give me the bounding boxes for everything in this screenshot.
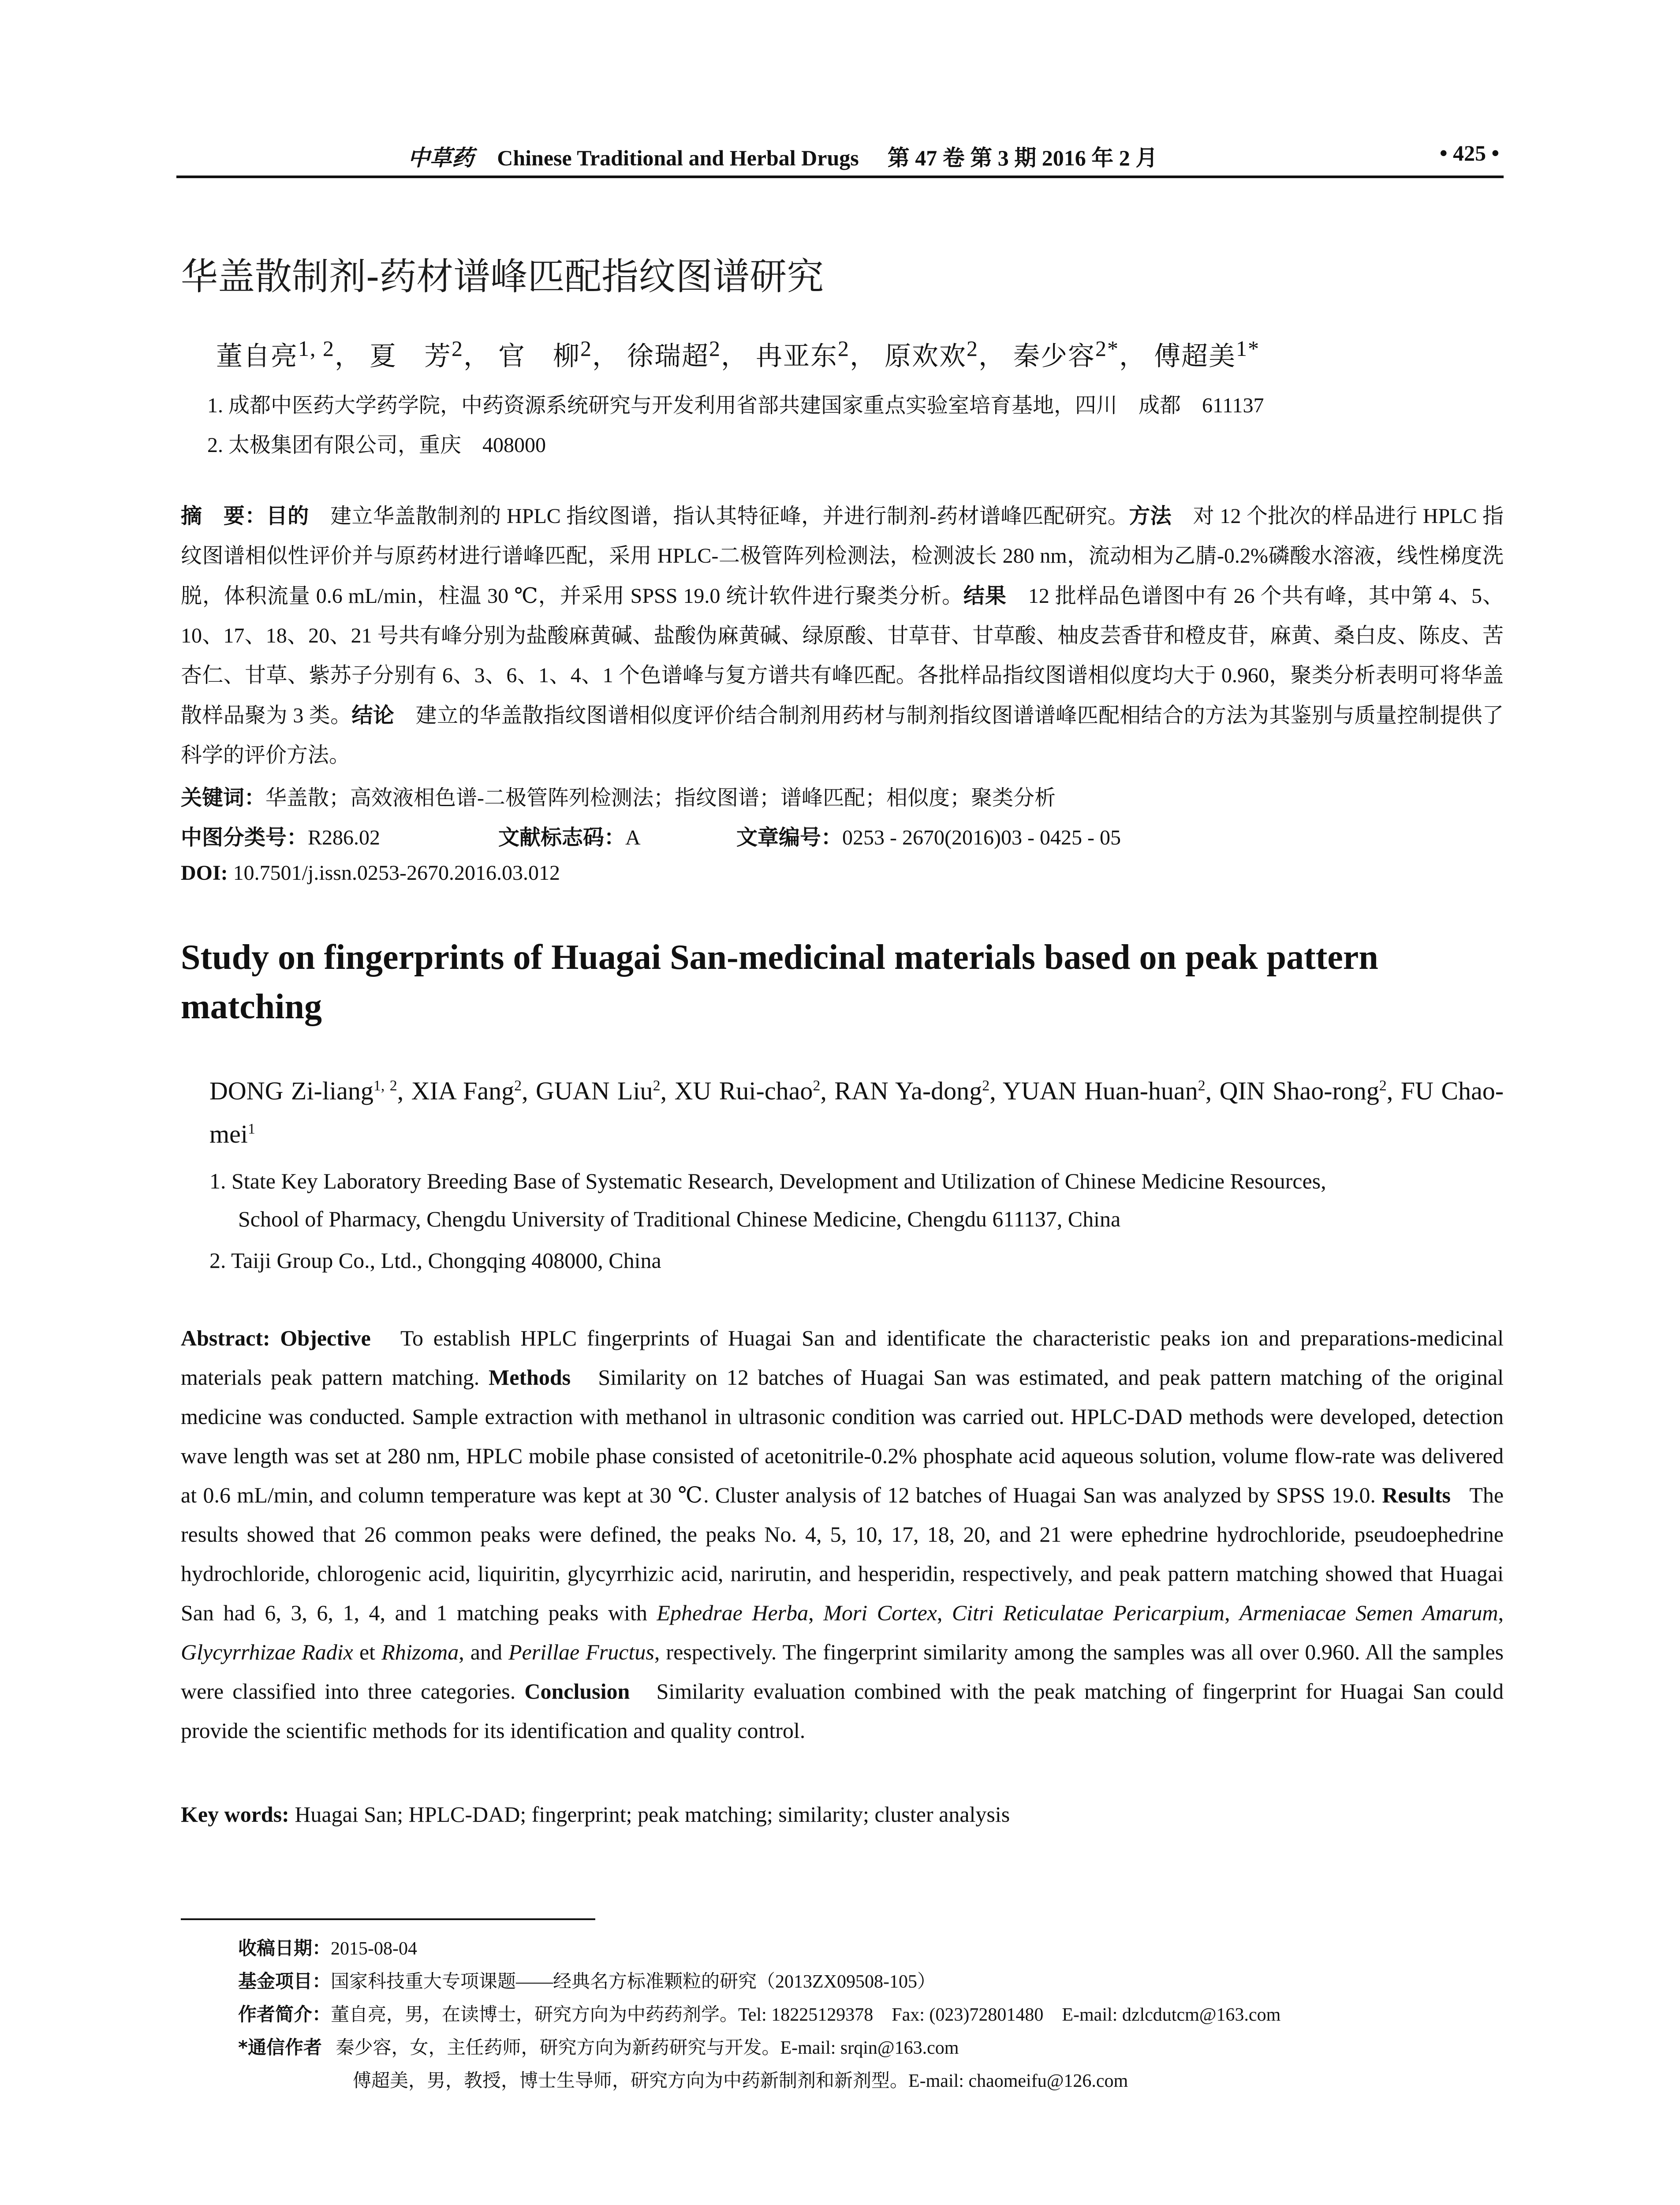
abstract-en-label: Abstract: xyxy=(181,1326,270,1350)
methods-en: Similarity on 12 batches of Huagai San was estimated, and peak pattern matching of the original medicine was conducted. Sample extraction with methanol in ultrasonic condition was carried out. HPLC-DAD methods were developed, detection wave length was set at 280 nm, HPLC mobile phase consisted of acetonitrile-0.2% phosphate acid aqueous solution, volume flow-rate was delivered at 0.6 mL/min, and column temperature was kept at 30 ℃. Cluster analysis of 12 batches of Huagai San was analyzed by SPSS 19.0. xyxy=(181,1365,1504,1507)
authors-en: DONG Zi-liang$^{1, 2}$, XIA Fang$^2$, GUAN Liu$^2$, XU Rui-chao$^2$, RAN Ya-dong$^2$, YUAN Huan-huan$^2$, QIN Shao-rong$^2$, FU Chao-mei$^1$ xyxy=(209,1076,1504,1148)
results-en-label: Results xyxy=(1382,1483,1451,1507)
author-en: DONG Zi-liang$^{1, 2}$ xyxy=(209,1076,397,1106)
conclusion-en-label: Conclusion xyxy=(524,1679,630,1704)
affiliation-en-1: 1. State Key Laboratory Breeding Base of Systematic Research, Development and Utilization of Chinese Medicine Resources, School of Pharmacy, Chengdu University of Traditional Chinese Medicine, Chengdu 611137, China xyxy=(209,1169,1326,1231)
conclusion-cn: 建立的华盖散指纹图谱相似度评价结合制剂用药材与制剂指纹图谱谱峰匹配相结合的方法为其鉴别与质量控制提供了科学的评价方法。 xyxy=(181,704,1504,767)
author-cn: 夏 芳$^2$ xyxy=(370,336,463,371)
footnote-bio: 作者简介：董自亮，男，在读博士，研究方向为中药药剂学。Tel: 18225129378 Fax: (023)72801480 E-mail: dzlcdutcm@163.com xyxy=(238,2003,1281,2025)
title-en: Study on fingerprints of Huagai San-medicinal materials based on peak pattern matching xyxy=(181,938,1378,1026)
objective-cn-label: 目的 xyxy=(266,504,309,528)
results-cn-label: 结果 xyxy=(963,583,1007,608)
author-cn: 董自亮$^{1, 2}$ xyxy=(216,336,335,371)
author-cn: 傅超美$^{1*}$ xyxy=(1154,336,1260,371)
clc-code: 中图分类号：R286.02 xyxy=(181,825,381,850)
footnote-corresponding-2: 傅超美，男，教授，博士生导师，研究方向为中药新制剂和新剂型。E-mail: chaomeifu@126.com xyxy=(353,2071,1128,2091)
herb-name: Ephedrae Herba xyxy=(657,1600,809,1625)
author-en: XIA Fang$^2$ xyxy=(411,1076,522,1106)
author-en: FU Chao-mei$^1$ xyxy=(209,1076,1504,1148)
page-number: • 425 • xyxy=(1439,141,1499,165)
objective-cn: 建立华盖散制剂的 HPLC 指纹图谱，指认其特征峰，并进行制剂-药材谱峰匹配研究。 xyxy=(309,505,1129,528)
keywords-cn: 关键词：华盖散；高效液相色谱-二极管阵列检测法；指纹图谱；谱峰匹配；相似度；聚类分析 xyxy=(181,785,1056,810)
running-header xyxy=(176,140,1504,178)
authors-cn: 董自亮$^{1, 2}$， 夏 芳$^2$， 官 柳$^2$， 徐瑞超$^2$， 冉亚东$^2$， 原欢欢$^2$， 秦少容$^{2*}$， 傅超美$^{1*}$ xyxy=(216,336,1260,371)
abstract-cn-label: 摘 要： xyxy=(181,504,266,528)
article-number: 文章编号：0253 - 2670(2016)03 - 0425 - 05 xyxy=(736,825,1121,850)
methods-cn-label: 方法 xyxy=(1129,504,1172,528)
herb-name: Glycyrrhizae Radix xyxy=(181,1640,353,1664)
affiliation-en-2: 2. Taiji Group Co., Ltd., Chongqing 408000, China xyxy=(209,1248,661,1273)
journal-issue: 第 47 卷 第 3 期 2016 年 2 月 xyxy=(887,146,1158,170)
author-en: RAN Ya-dong$^2$ xyxy=(834,1076,990,1106)
keywords-en: Key words: Huagai San; HPLC-DAD; fingerprint; peak matching; similarity; cluster analysis xyxy=(181,1802,1010,1827)
doi-line xyxy=(181,861,560,885)
doi-value[interactable]: 10.7501/j.issn.0253-2670.2016.03.012 xyxy=(233,861,560,885)
author-cn: 官 柳$^2$ xyxy=(498,336,592,371)
conclusion-cn-label: 结论 xyxy=(351,703,395,728)
footnote-received: 收稿日期：2015-08-04 xyxy=(238,1937,417,1959)
author-en: GUAN Liu$^2$ xyxy=(536,1076,661,1106)
conclusion-en: Similarity evaluation combined with the peak matching of fingerprint for Huagai San could provide the scientific methods for its identification and quality control. xyxy=(181,1679,1504,1743)
author-cn: 徐瑞超$^2$ xyxy=(627,336,721,371)
author-en: XU Rui-chao$^2$ xyxy=(674,1076,821,1106)
doc-code: 文献标志码：A xyxy=(498,825,641,850)
abstract-cn xyxy=(181,496,1504,775)
herb-name: Citri Reticulatae Pericarpium xyxy=(952,1600,1225,1625)
author-en: YUAN Huan-huan$^2$ xyxy=(1002,1076,1206,1106)
footnote-corresponding: *通信作者 秦少容，女，主任药师，研究方向为新药研究与开发。E-mail: srqin@163.com xyxy=(238,2037,959,2058)
affiliation-cn-1: 1. 成都中医药大学药学院，中药资源系统研究与开发利用省部共建国家重点实验室培育基地，四川 成都 611137 xyxy=(207,394,1264,417)
footnote-divider xyxy=(181,1918,595,1920)
journal-name-en: Chinese Traditional and Herbal Drugs xyxy=(497,146,859,170)
header-journal-line xyxy=(176,140,1389,172)
classification-line xyxy=(181,820,1121,851)
methods-en-label: Methods xyxy=(489,1365,571,1390)
herb-name: Rhizoma xyxy=(381,1640,459,1664)
results-en: The results showed that 26 common peaks were defined, the peaks No. 4, 5, 10, 17, 18, 20, and 21 were ephedrine hydrochloride, pseudoephedrine hydrochloride, chlorogenic acid, liquiritin, glycyrrhizic acid, narirutin, and hesperidin, respectively, and peak pattern matching showed that Huagai San had 6, 3, 6, 1, 4, and 1 matching peaks with xyxy=(181,1483,1504,1625)
author-en: QIN Shao-rong$^2$ xyxy=(1219,1076,1387,1106)
author-cn: 秦少容$^{2*}$ xyxy=(1013,336,1119,371)
footnote-fund: 基金项目：国家科技重大专项课题——经典名方标准颗粒的研究（2013ZX09508-105） xyxy=(238,1970,936,1992)
objective-en-label: Objective xyxy=(280,1326,371,1350)
methods-cn: 对 12 个批次的样品进行 HPLC 指纹图谱相似性评价并与原药材进行谱峰匹配，采用 HPLC-二极管阵列检测法，检测波长 280 nm，流动相为乙腈-0.2%磷酸水溶液，线性梯度洗脱，体积流量 0.6 mL/min，柱温 30 ℃，并采用 SPSS 19.0 统计软件进行聚类分析。 xyxy=(181,505,1504,608)
author-cn: 原欢欢$^2$ xyxy=(885,336,978,371)
author-cn: 冉亚东$^2$ xyxy=(756,336,850,371)
title-cn: 华盖散制剂-药材谱峰匹配指纹图谱研究 xyxy=(181,255,824,298)
journal-name-cn: 中草药 xyxy=(407,146,474,170)
herb-name: Mori Cortex xyxy=(823,1600,937,1625)
affiliation-cn-2: 2. 太极集团有限公司，重庆 408000 xyxy=(207,434,546,457)
abstract-en: Abstract: Objective To establish HPLC fingerprints of Huagai San and identificate the characteristic peaks ion and preparations-medicinal materials peak pattern matching. Methods Similarity on 12 batches of Huagai San was estimated, and peak pattern matching of the original medicine was conducted. Sample extraction with methanol in ultrasonic condition was carried out. HPLC-DAD methods were developed, detection wave length was set at 280 nm, HPLC mobile phase consisted of acetonitrile-0.2% phosphate acid aqueous solution, volume flow-rate was delivered at 0.6 mL/min, and column temperature was kept at 30 ℃. Cluster analysis of 12 batches of Huagai San was analyzed by SPSS 19.0. Results The results showed that 26 common peaks were defined, the peaks No. 4, 5, 10, 17, 18, 20, and 21 were ephedrine hydrochloride, pseudoephedrine hydrochloride, chlorogenic acid, liquiritin, glycyrrhizic acid, narirutin, and hesperidin, respectively, and peak pattern matching showed that Huagai San had 6, 3, 6, 1, 4, and 1 matching peaks with Ephedrae Herba, Mori Cortex, Citri Reticulatae Pericarpium, Armeniacae Semen Amarum, Glycyrrhizae Radix et Rhizoma, and Perillae Fructus, respectively. The fingerprint similarity among the samples was all over 0.960. All the samples were classified into three categories. Conclusion Similarity evaluation combined with the peak matching of fingerprint for Huagai San could provide the scientific methods for its identification and quality control. xyxy=(181,1326,1504,1743)
herb-name: Armeniacae Semen Amarum xyxy=(1239,1600,1498,1625)
objective-en: To establish HPLC fingerprints of Huagai San and identificate the characteristic peaks ion and preparations-medicinal materials peak pattern matching. xyxy=(181,1326,1504,1390)
doi-label: DOI: xyxy=(181,861,228,885)
results-cn: 12 批样品色谱图中有 26 个共有峰，其中第 4、5、10、17、18、20、21 号共有峰分别为盐酸麻黄碱、盐酸伪麻黄碱、绿原酸、甘草苷、甘草酸、柚皮芸香苷和橙皮苷，麻黄、桑白皮、陈皮、苦杏仁、甘草、紫苏子分别有 6、3、6、1、4、1 个色谱峰与复方谱共有峰匹配。各批样品指纹图谱相似度均大于 0.960，聚类分析表明可将华盖散样品聚为 3 类。 xyxy=(181,584,1504,727)
herb-name: Perillae Fructus xyxy=(508,1640,654,1664)
